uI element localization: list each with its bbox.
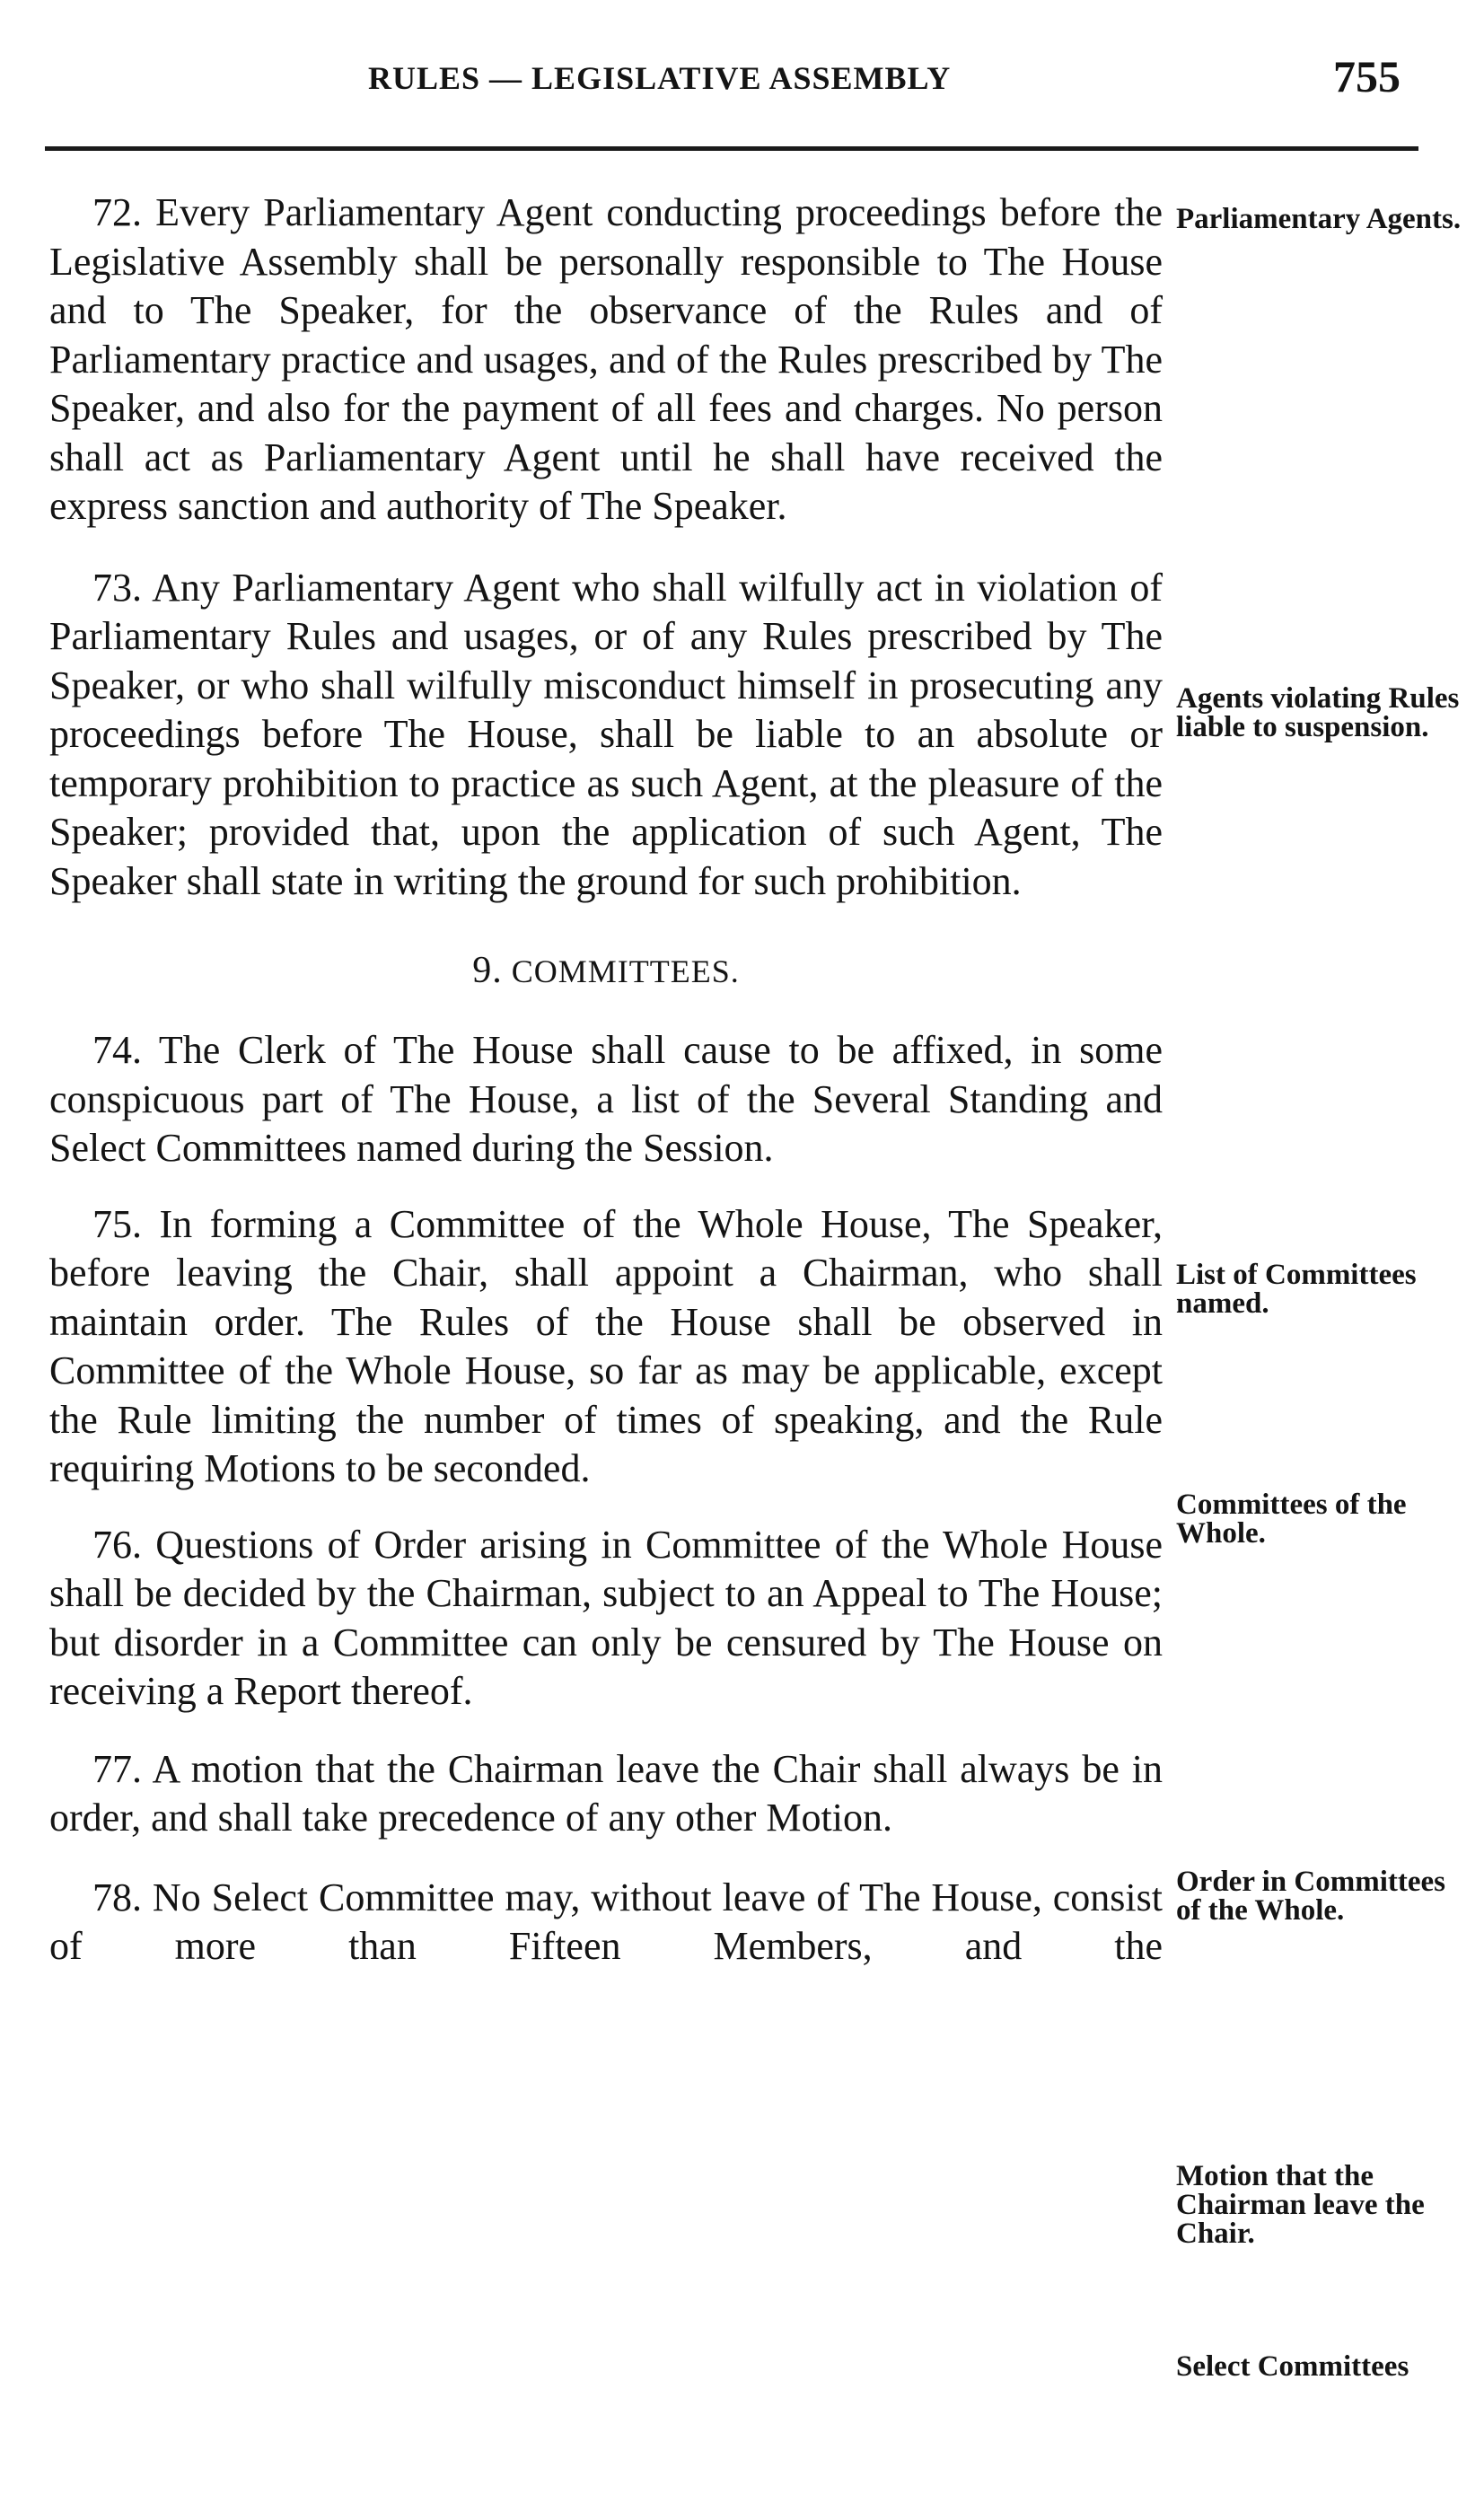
running-title: RULES — LEGISLATIVE ASSEMBLY xyxy=(368,60,952,96)
rule-72: 72. Every Parliamentary Agent conducting proceedings before the Legislative Assembly shall be personally responsible to The House and to The Speaker, for the observance of the Rules and of Parliamentary practice and usages, and of the Rules prescribed by The Speaker, and also for the payment of all fees and charges. No person shall act as Parliamentary Agent until he shall have received the express sanction and authority of The Speaker. xyxy=(49,190,1163,528)
rule-78: 78. No Select Committee may, without leave of The House, consist of more than Fifteen Members, and the xyxy=(49,1875,1163,1968)
section-heading xyxy=(49,949,1163,992)
margin-note-committees-of-whole: Committees of the Whole. xyxy=(1176,1489,1407,1550)
margin-note-motion-chairman: Motion that the Chairman leave the Chair. xyxy=(1176,2160,1425,2250)
rule-73: 73. Any Parliamentary Agent who shall wilfully act in violation of Parliamentary Rules and usages, or of any Rules prescribed by The Speaker, or who shall wilfully misconduct himself in prosecuting any proceedings before The House, shall be liable to an absolute or temporary prohibition to practice as such Agent, at the pleasure of the Speaker; provided that, upon the application of such Agent, The Speaker shall state in writing the ground for such prohibition. xyxy=(49,565,1163,903)
rule-76: 76. Questions of Order arising in Committee of the Whole House shall be decided by the Chairman, subject to an Appeal to The House; but disorder in a Committee can only be censured by The House on receiving a Report thereof. xyxy=(49,1522,1163,1713)
page-number: 755 xyxy=(1333,51,1401,101)
margin-note-order-in-committees: Order in Committees of the Whole. xyxy=(1176,1866,1445,1927)
margin-note-agents-violating: Agents violating Rules liable to suspension. xyxy=(1176,682,1460,743)
margin-notes xyxy=(1176,0,1472,2503)
rule-75: 75. In forming a Committee of the Whole House, The Speaker, before leaving the Chair, shall appoint a Chairman, who shall maintain order. The Rules of the House shall be observed in Committee of the Whole House, so far as may be applicable, except the Rule limiting the number of times of speaking, and the Rule requiring Motions to be seconded. xyxy=(49,1201,1163,1490)
rule-77: 77. A motion that the Chairman leave the Chair shall always be in order, and shall take precedence of any other Motion. xyxy=(49,1746,1163,1840)
margin-note-select-committees: Select Committees xyxy=(1176,2350,1409,2383)
rule-74: 74. The Clerk of The House shall cause to be affixed, in some conspicuous part of The House, a list of the Several Standing and Select Committees named during the Session. xyxy=(49,1028,1163,1170)
margin-note-list-of-committees: List of Committees named. xyxy=(1176,1259,1417,1320)
section-title: COMMITTEES. xyxy=(511,953,740,989)
main-text xyxy=(49,189,1163,1972)
section-number: 9. xyxy=(472,950,503,991)
margin-note-parliamentary-agents: Parliamentary Agents. xyxy=(1176,203,1462,235)
